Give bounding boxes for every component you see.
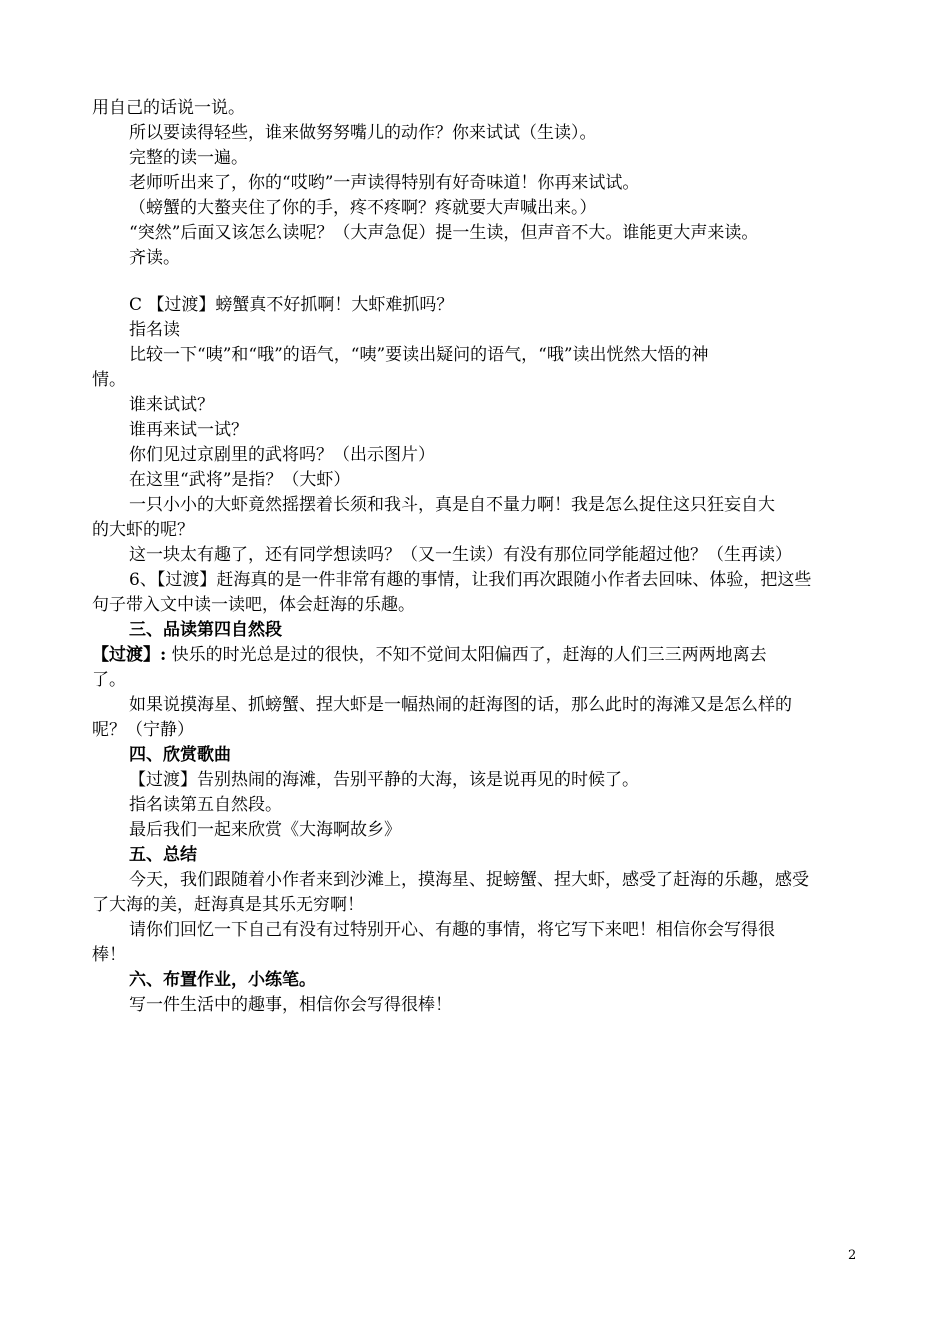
text-line: 了大海的美，赶海真是其乐无穷啊！ <box>92 895 364 915</box>
text-line: 用自己的话说一说。 <box>92 98 245 118</box>
text-line: 情。 <box>92 370 126 390</box>
text-line: 今天，我们跟随着小作者来到沙滩上，摸海星、捉螃蟹、捏大虾，感受了赶海的乐趣，感受 <box>129 870 809 890</box>
text-line: 齐读。 <box>129 248 180 268</box>
text-line: 指名读第五自然段。 <box>129 795 282 815</box>
text-line: 了。 <box>92 670 126 690</box>
section-heading: 三、品读第四自然段 <box>129 620 282 640</box>
text-line: （螃蟹的大螯夹住了你的手，疼不疼啊？疼就要大声喊出来。） <box>129 198 597 218</box>
text-line <box>92 643 862 668</box>
text-line: 一只小小的大虾竟然摇摆着长须和我斗，真是自不量力啊！我是怎么捉住这只狂妄自大 <box>129 495 775 515</box>
text-line: 你们见过京剧里的武将吗？（出示图片） <box>129 445 435 465</box>
text-line: 完整的读一遍。 <box>129 148 248 168</box>
text-line: 6、【过渡】赶海真的是一件非常有趣的事情，让我们再次跟随小作者去回味、体验，把这些 <box>129 570 812 590</box>
text-line: 指名读 <box>129 320 180 340</box>
line-rest: 快乐的时光总是过的很快，不知不觉间太阳偏西了，赶海的人们三三两两地离去 <box>166 645 767 665</box>
text-line: 谁来试试？ <box>129 395 214 415</box>
text-line: 最后我们一起来欣赏《大海啊故乡》 <box>129 820 401 840</box>
text-line: 【过渡】告别热闹的海滩，告别平静的大海，该是说再见的时候了。 <box>129 770 639 790</box>
text-line: C 【过渡】螃蟹真不好抓啊！大虾难抓吗？ <box>129 295 454 315</box>
text-line: “突然”后面又该怎么读呢？（大声急促）提一生读，但声音不大。谁能更大声来读。 <box>129 223 759 243</box>
text-line: 呢？（宁静） <box>92 720 194 740</box>
section-heading: 四、欣赏歌曲 <box>129 745 231 765</box>
text-line: 句子带入文中读一读吧，体会赶海的乐趣。 <box>92 595 415 615</box>
text-line: 请你们回忆一下自己有没有过特别开心、有趣的事情，将它写下来吧！相信你会写得很 <box>129 920 775 940</box>
page-number: 2 <box>848 1248 857 1263</box>
text-line: 如果说摸海星、抓螃蟹、捏大虾是一幅热闹的赶海图的话，那么此时的海滩又是怎么样的 <box>129 695 792 715</box>
section-heading: 五、总结 <box>129 845 197 865</box>
text-line: 比较一下“咦”和“哦”的语气，“咦”要读出疑问的语气，“哦”读出恍然大悟的神 <box>129 345 709 365</box>
text-line: 棒！ <box>92 945 126 965</box>
text-line: 这一块太有趣了，还有同学想读吗？（又一生读）有没有那位同学能超过他？（生再读） <box>129 545 792 565</box>
text-line: 所以要读得轻些，谁来做努努嘴儿的动作？你来试试（生读）。 <box>129 123 597 143</box>
text-line: 写一件生活中的趣事，相信你会写得很棒！ <box>129 995 452 1015</box>
text-line: 老师听出来了，你的“哎哟”一声读得特别有好奇味道！你再来试试。 <box>129 173 640 193</box>
text-line: 的大虾的呢？ <box>92 520 194 540</box>
section-heading: 六、布置作业，小练笔。 <box>129 970 316 990</box>
text-line: 在这里“武将”是指？（大虾） <box>129 470 351 490</box>
blank-line <box>92 271 862 293</box>
text-line: 谁再来试一试？ <box>129 420 248 440</box>
bold-prefix: 【过渡】: <box>92 645 167 665</box>
document-body <box>92 96 862 1018</box>
